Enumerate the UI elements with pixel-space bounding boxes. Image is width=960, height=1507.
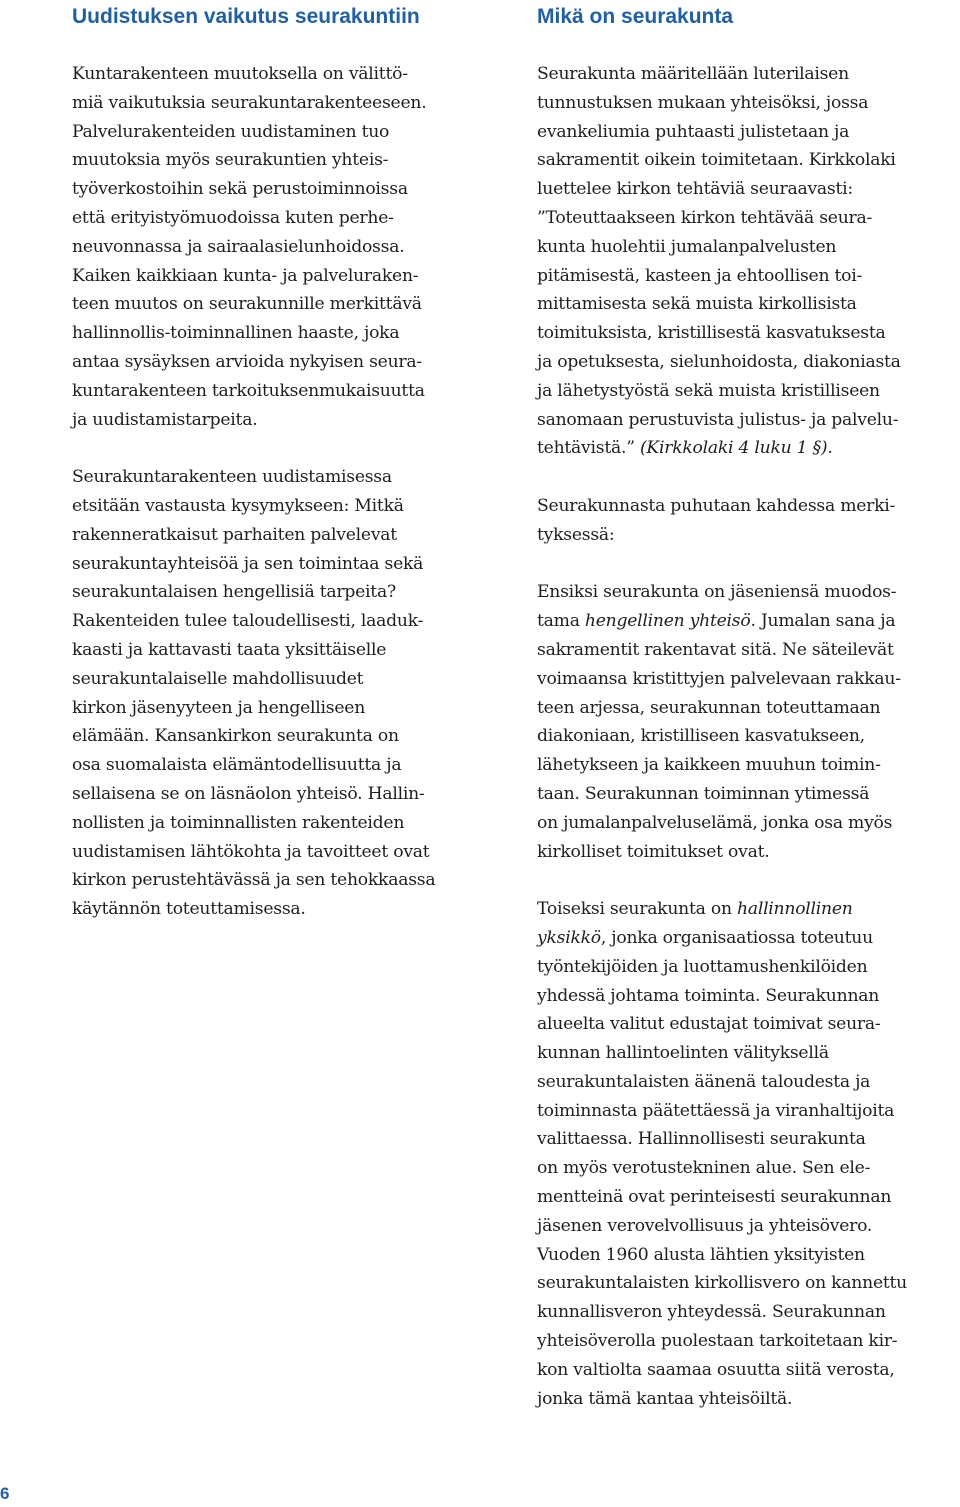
left-paragraph-2: Seurakuntarakenteen uudistamisessa etsitään vastausta kysymykseen: Mitkä rakenneratkaisut parhaiten palvelevat seurakuntayhteisöä ja sen toimintaa sekä seurakuntalaisen hengellisiä tarpeita? Rakenteiden tulee taloudellisesti, laaduk- kaasti ja kattavasti taata yksittäiselle seurakuntalaiselle mahdollisuudet kirkon jäsenyyteen ja hengelliseen elämään. Kansankirkon seurakunta on osa suomalaista elämäntodellisuutta ja sellaisena se on läsnäolon yhteisö. Hallin- nollisten ja toiminnallisten rakenteiden uudistamisen lähtökohta ja tavoitteet ovat kirkon perustehtävässä ja sen tehokkaassa käytännön toteuttamisessa. [72,467,436,920]
right-paragraph-2: Seurakunnasta puhutaan kahdessa merki- tyksessä: [537,495,896,545]
emphasis-spiritual-community: hengellinen yhteisö [584,611,751,632]
right-body [537,60,960,1413]
right-paragraph-3: Ensiksi seurakunta on jäseniensä muodos- tama hengellinen yhteisö. Jumalan sana ja sakramentit rakentavat sitä. Ne säteilevät voimaansa kristittyjen palvelevaan rakkau- teen arjessa, seurakunnan toteuttamaan diakoniaan, kristilliseen kasvatukseen, lähetykseen ja kaikkeen muuhun toimin- taan. Seurakunnan toiminnan ytimessä on jumalanpalveluselämä, jonka osa myös kirkolliset toimitukset ovat. [537,582,901,862]
left-paragraph-1: Kuntarakenteen muutoksella on välittö- miä vaikutuksia seurakuntarakenteeseen. Palvelurakenteiden uudistaminen tuo muutoksia myös seurakuntien yhteis- työverkostoihin sekä perustoiminnoissa että erityistyömuodoissa kuten perhe- neuvonnassa ja sairaalasielunhoidossa. Kaiken kaikkiaan kunta- ja palveluraken- teen muutos on seurakunnille merkittävä hallinnollis-toiminnallinen haaste, joka antaa sysäyksen arvioida nykyisen seura- kuntarakenteen tarkoituksenmukaisuutta ja uudistamistarpeita. [72,64,427,430]
left-body [72,60,502,924]
law-citation: (Kirkkolaki 4 luku 1 §). [634,438,833,459]
left-heading: Uudistuksen vaikutus seurakuntiin [72,5,420,28]
page-number: 6 [0,1484,10,1503]
emphasis-administrative-unit: hallinnollinen [737,899,853,920]
right-paragraph-4: Toiseksi seurakunta on hallinnollinen yksikkö, jonka organisaatiossa toteutuu työntekijöiden ja luottamushenkilöiden yhdessä johtama toiminta. Seurakunnan alueelta valitut edustajat toimivat seura- kunnan hallintoelinten välityksellä seurakuntalaisten äänenä taloudesta ja toiminnasta päätettäessä ja viranhaltijoita valittaessa. Hallinnollisesti seurakunta on myös verotustekninen alue. Sen ele- mentteinä ovat perinteisesti seurakunnan jäsenen verovelvollisuus ja yhteisövero. Vuoden 1960 alusta lähtien yksityisten seurakuntalaisten kirkollisvero on kannettu kunnallisveron yhteydessä. Seurakunnan yhteisöverolla puolestaan tarkoitetaan kir- kon valtiolta saamaa osuutta siitä verosta, jonka tämä kantaa yhteisöiltä. [537,899,908,1409]
right-paragraph-1: Seurakunta määritellään luterilaisen tunnustuksen mukaan yhteisöksi, jossa evankeliumia puhtaasti julistetaan ja sakramentit oikein toimitetaan. Kirkkolaki luettelee kirkon tehtäviä seuraavasti: ”Toteuttaakseen kirkon tehtävää seura- kunta huolehtii jumalanpalvelusten pitämisestä, kasteen ja ehtoollisen toi- mittamisesta sekä muista kirkollisista toimituksista, kristillisestä kasvatuksesta ja opetuksesta, sielunhoidosta, diakoniasta ja lähetystyöstä sekä muista kristilliseen sanomaan perustuvista julistus- ja palvelu- tehtävistä.” (Kirkkolaki 4 luku 1 §). [537,64,901,459]
right-heading: Mikä on seurakunta [537,5,734,28]
